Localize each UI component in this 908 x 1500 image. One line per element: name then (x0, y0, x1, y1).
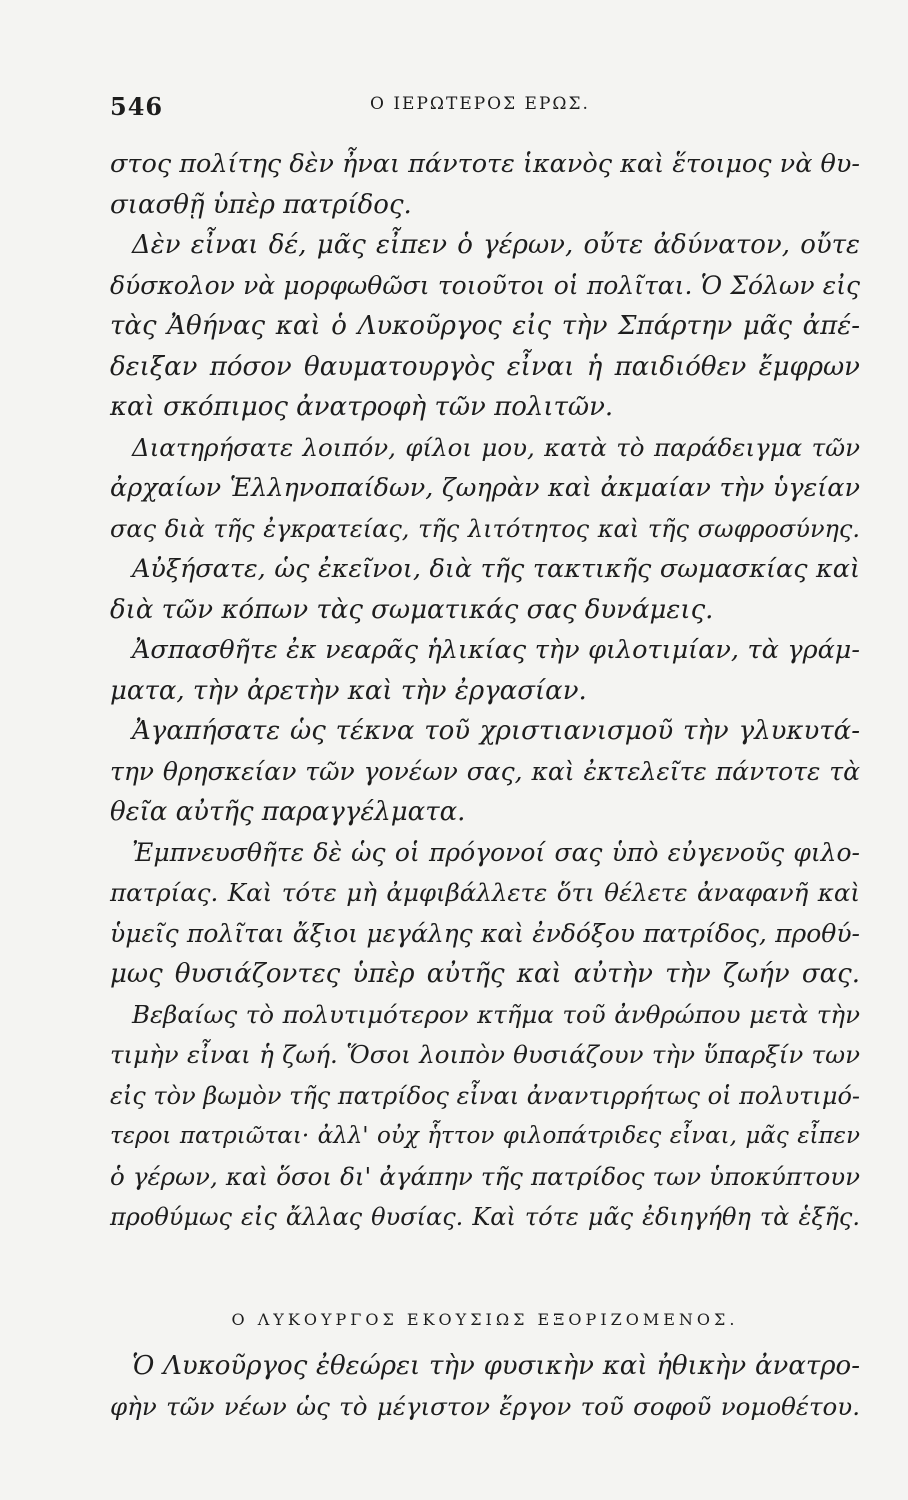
text-line: Ὁ Λυκοῦργος ἐθεώρει τὴν φυσικὴν καὶ ἠθικὴν ἀνατρο- (132, 1351, 860, 1381)
text-line: τεροι πατριῶται· ἀλλ' οὐχ ἧττον φιλοπάτριδες εἶναι, μᾶς εἶπεν (110, 1123, 860, 1149)
text-line: θεῖα αὐτῆς παραγγέλματα. (110, 797, 466, 827)
text-line: Διατηρήσατε λοιπόν, φίλοι μου, κατὰ τὸ παράδειγμα τῶν (132, 432, 860, 462)
text-line: φὴν τῶν νέων ὡς τὸ μέγιστον ἔργον τοῦ σοφοῦ νομοθέτου. (110, 1391, 860, 1421)
text-line: τὰς Ἀθήνας καὶ ὁ Λυκοῦργος εἰς τὴν Σπάρτην μᾶς ἀπέ- (110, 311, 860, 341)
text-line: δειξαν πόσον θαυματουργὸς εἶναι ἡ παιδιόθεν ἔμφρων (110, 351, 860, 382)
page-number: 546 (110, 92, 164, 121)
text-line: προθύμως εἰς ἄλλας θυσίας. Καὶ τότε μᾶς ἐδιηγήθη τὰ ἑξῆς. (110, 1203, 860, 1231)
text-line: ὑμεῖς πολῖται ἄξιοι μεγάλης καὶ ἐνδόξου πατρίδος, προθύ- (110, 918, 860, 948)
section-text (110, 1346, 860, 1427)
text-line: σιασθῇ ὑπὲρ πατρίδος. (110, 189, 412, 220)
text-line: μως θυσιάζοντες ὑπὲρ αὐτῆς καὶ αὐτὴν τὴν ζωήν σας. (110, 959, 860, 989)
text-line: δύσκολον νὰ μορφωθῶσι τοιοῦτοι οἱ πολῖται. Ὁ Σόλων εἰς (110, 270, 860, 300)
text-line: στος πολίτης δὲν ἦναι πάντοτε ἱκανὸς καὶ ἕτοιμος νὰ θυ- (110, 149, 860, 179)
text-line: εἰς τὸν βωμὸν τῆς πατρίδος εἶναι ἀναντιρρήτως οἱ πολυτιμό- (110, 1081, 860, 1110)
body-text (110, 144, 860, 1238)
text-line: Βεβαίως τὸ πολυτιμότερον κτῆμα τοῦ ἀνθρώπου μετὰ τὴν (132, 999, 860, 1029)
text-line: τιμὴν εἶναι ἡ ζωή. Ὅσοι λοιπὸν θυσιάζουν τὴν ὕπαρξίν των (110, 1040, 860, 1069)
text-line: καὶ σκόπιμος ἀνατροφὴ τῶν πολιτῶν. (110, 392, 614, 422)
text-line: την θρησκείαν τῶν γονέων σας, καὶ ἐκτελεῖτε πάντοτε τὰ (110, 756, 860, 786)
text-line: διὰ τῶν κόπων τὰς σωματικάς σας δυνάμεις. (110, 594, 714, 625)
page-header (110, 92, 860, 132)
text-line: ματα, τὴν ἀρετὴν καὶ τὴν ἐργασίαν. (110, 675, 587, 706)
text-line: πατρίας. Καὶ τότε μὴ ἀμφιβάλλετε ὅτι θέλετε ἀναφανῆ καὶ (110, 878, 860, 907)
text-line: Δὲν εἶναι δέ, μᾶς εἶπεν ὁ γέρων, οὔτε ἀδύνατον, οὔτε (132, 230, 860, 260)
text-line: Αὐξήσατε, ὡς ἐκεῖνοι, διὰ τῆς τακτικῆς σωμασκίας καὶ (132, 554, 860, 584)
text-line: ἀρχαίων Ἑλληνοπαίδων, ζωηρὰν καὶ ἀκμαίαν τὴν ὑγείαν (110, 473, 860, 503)
text-line: Ἀσπασθῆτε ἐκ νεαρᾶς ἡλικίας τὴν φιλοτιμίαν, τὰ γράμ- (132, 635, 860, 665)
text-line: ὁ γέρων, καὶ ὅσοι δι' ἀγάπην τῆς πατρίδος των ὑποκύπτουν (110, 1161, 860, 1191)
section-heading: Ο ΛΥΚΟΥΡΓΟΣ ΕΚΟΥΣΙΩΣ ΕΞΟΡΙΖΟΜΕΝΟΣ. (231, 1310, 739, 1329)
text-line: Ἐμπνευσθῆτε δὲ ὡς οἱ πρόγονοί σας ὑπὸ εὐγενοῦς φιλο- (132, 837, 860, 867)
text-line: Ἀγαπήσατε ὡς τέκνα τοῦ χριστιανισμοῦ τὴν γλυκυτά- (132, 716, 860, 746)
text-line: σας διὰ τῆς ἐγκρατείας, τῆς λιτότητος καὶ τῆς σωφροσύνης. (110, 514, 860, 543)
running-head: Ο ΙΕΡΩΤΕΡΟΣ ΕΡΩΣ. (370, 94, 590, 114)
